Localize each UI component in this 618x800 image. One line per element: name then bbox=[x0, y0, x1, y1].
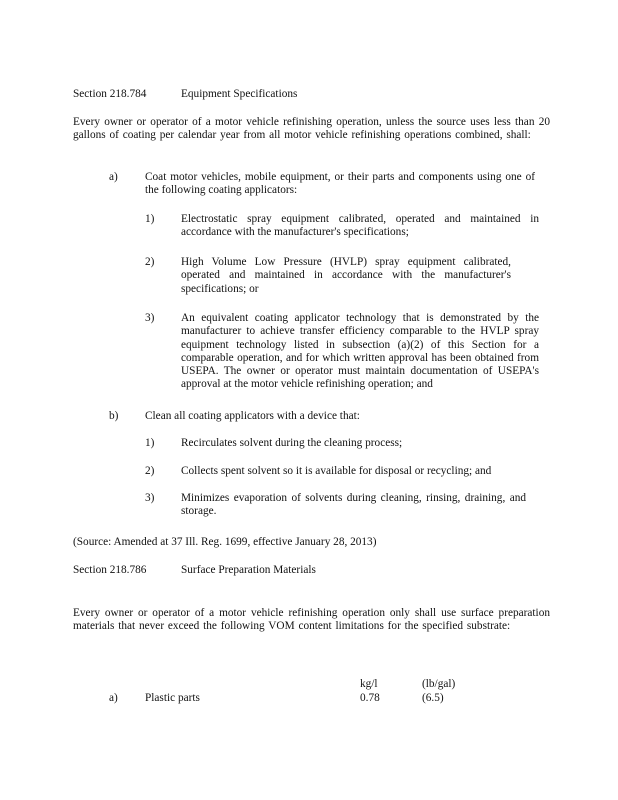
row-value-kgl: 0.78 bbox=[360, 692, 380, 704]
item-text: High Volume Low Pressure (HVLP) spray equipment calibrated, operated and maintained in accordance with the manufacturer's specifications; or bbox=[181, 256, 511, 295]
sub-item bbox=[145, 312, 550, 396]
table-header-row bbox=[73, 678, 553, 692]
list-item bbox=[109, 410, 549, 424]
section-intro: Every owner or operator of a motor vehicle refinishing operation, unless the source uses less than 20 gallons of coating per calendar year from all motor vehicle refinishing operations combined, shall: bbox=[73, 116, 550, 142]
item-text: Recirculates solvent during the cleaning process; bbox=[181, 437, 403, 449]
sub-item bbox=[145, 213, 550, 241]
source-note: (Source: Amended at 37 Ill. Reg. 1699, effective January 28, 2013) bbox=[73, 536, 377, 548]
table-row bbox=[73, 692, 553, 706]
section-heading bbox=[73, 88, 553, 102]
row-label: a) bbox=[109, 692, 118, 704]
item-label: 2) bbox=[145, 256, 155, 268]
item-label: 3) bbox=[145, 312, 155, 324]
sub-item bbox=[145, 256, 550, 298]
section-heading bbox=[73, 564, 553, 578]
section-number: Section 218.784 bbox=[73, 88, 147, 100]
row-name: Plastic parts bbox=[145, 692, 200, 704]
item-label: a) bbox=[109, 171, 118, 183]
item-text: Clean all coating applicators with a device that: bbox=[145, 410, 360, 422]
item-text: Electrostatic spray equipment calibrated, operated and maintained in accordance with the manufacturer's specifications; bbox=[181, 213, 539, 239]
item-label: 3) bbox=[145, 492, 155, 504]
section-intro: Every owner or operator of a motor vehicle refinishing operation only shall use surface preparation materials that never exceed the following VOM content limitations for the specified substrate: bbox=[73, 607, 550, 633]
item-text: Collects spent solvent so it is available for disposal or recycling; and bbox=[181, 465, 492, 477]
item-label: 2) bbox=[145, 465, 155, 477]
sub-item bbox=[145, 465, 550, 479]
section-title: Surface Preparation Materials bbox=[181, 564, 316, 576]
section-number: Section 218.786 bbox=[73, 564, 147, 576]
column-header: (lb/gal) bbox=[422, 678, 456, 690]
item-text: Coat motor vehicles, mobile equipment, or their parts and components using one of the following coating applicators: bbox=[145, 171, 535, 197]
list-item bbox=[109, 171, 549, 199]
item-text: An equivalent coating applicator technology that is demonstrated by the manufacturer to achieve transfer efficiency comparable to the HVLP spray equipment technology listed in subsection (a)(2) of this Section for a comparable operation, and for which written approval has been obtained from USEPA. The owner or operator must maintain documentation of USEPA's approval at the motor vehicle refinishing operation; and bbox=[181, 312, 539, 391]
section-title: Equipment Specifications bbox=[181, 88, 298, 100]
row-value-lbgal: (6.5) bbox=[422, 692, 444, 704]
sub-item bbox=[145, 492, 550, 520]
item-label: b) bbox=[109, 410, 119, 422]
column-header: kg/l bbox=[360, 678, 378, 690]
item-text: Minimizes evaporation of solvents during cleaning, rinsing, draining, and storage. bbox=[181, 492, 526, 518]
item-label: 1) bbox=[145, 437, 155, 449]
sub-item bbox=[145, 437, 550, 451]
item-label: 1) bbox=[145, 213, 155, 225]
